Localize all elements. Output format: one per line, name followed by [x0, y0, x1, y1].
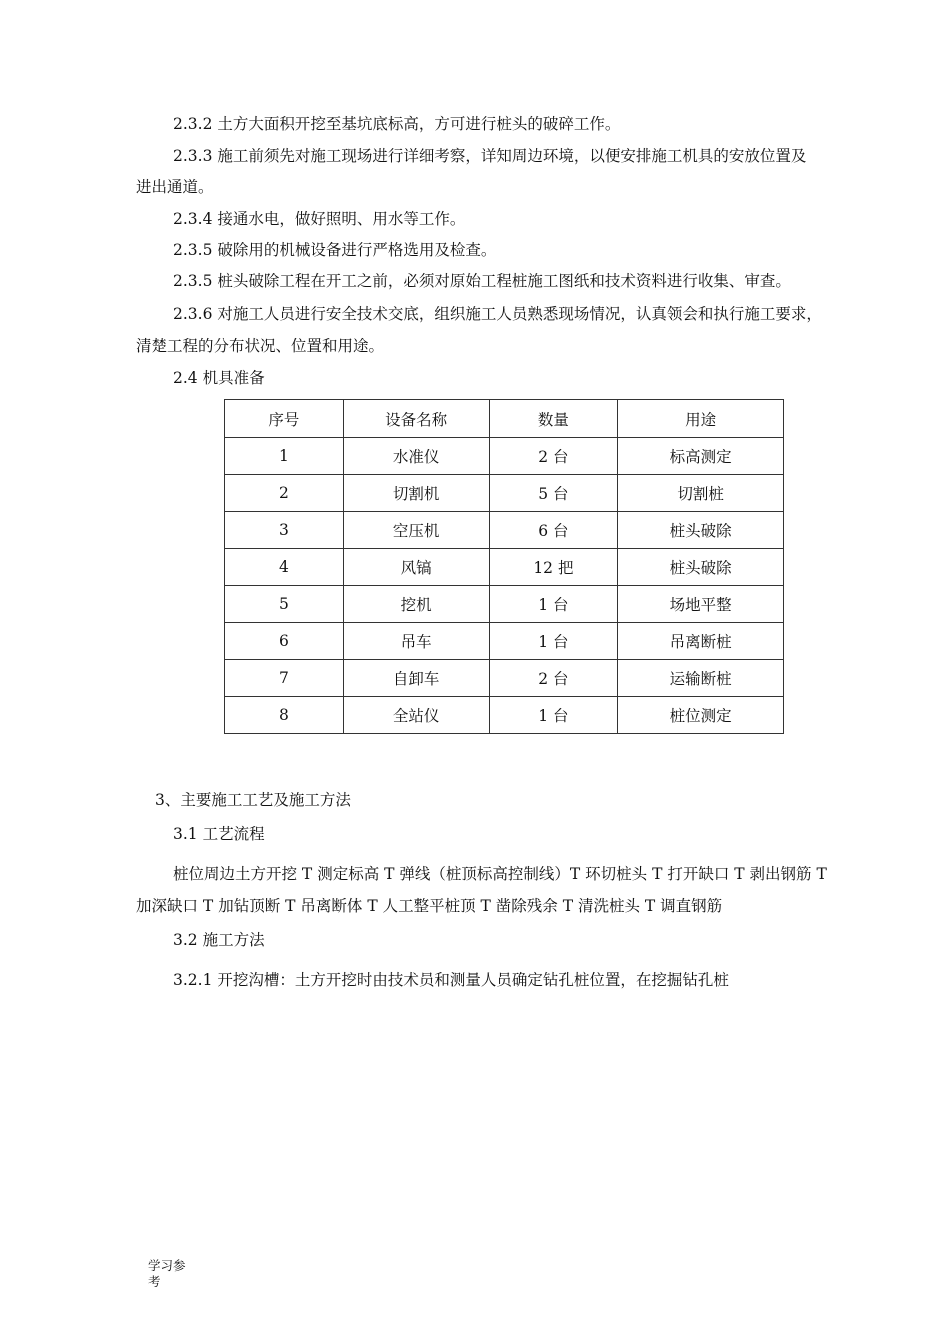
table-row [225, 697, 784, 734]
paragraph-2-3-6: 2.3.6 对施工人员进行安全技术交底，组织施工人员熟悉现场情况，认真领会和执行施工要求， [173, 305, 822, 323]
table-cell: 水准仪 [343, 438, 489, 475]
table-cell: 桩位测定 [618, 697, 784, 734]
table-cell: 空压机 [343, 512, 489, 549]
header-cell: 数量 [489, 400, 618, 438]
table-cell: 1 台 [489, 697, 618, 734]
paragraph-2-3-5-a: 2.3.5 破除用的机械设备进行严格选用及检查。 [173, 241, 497, 259]
equipment-table [224, 399, 784, 734]
table-cell: 挖机 [343, 586, 489, 623]
table-cell: 2 台 [489, 660, 618, 697]
paragraph-2-3-3: 2.3.3 施工前须先对施工现场进行详细考察，详知周边环境，以便安排施工机具的安放位置及 [173, 147, 807, 165]
table-cell: 5 台 [489, 475, 618, 512]
table-cell: 吊车 [343, 623, 489, 660]
paragraph-2-3-6-cont: 清楚工程的分布状况、位置和用途。 [136, 337, 385, 355]
process-flow-line-1: 桩位周边土方开挖 T 测定标高 T 弹线（桩顶标高控制线）T 环切桩头 T 打开缺口 T 剥出钢筋 T [173, 865, 827, 883]
paragraph-2-3-5-b: 2.3.5 桩头破除工程在开工之前，必须对原始工程桩施工图纸和技术资料进行收集、审查。 [173, 272, 791, 290]
table-row [225, 512, 784, 549]
paragraph-3-2-1: 3.2.1 开挖沟槽：土方开挖时由技术员和测量人员确定钻孔桩位置，在挖掘钻孔桩 [173, 971, 729, 989]
heading-2-4: 2.4 机具准备 [173, 369, 265, 387]
page-footer [148, 1258, 198, 1290]
section-3-title: 3、主要施工工艺及施工方法 [155, 791, 351, 809]
table-cell: 吊离断桩 [618, 623, 784, 660]
table-cell: 3 [225, 512, 344, 549]
table-cell: 场地平整 [618, 586, 784, 623]
table-row [225, 586, 784, 623]
paragraph-2-3-4: 2.3.4 接通水电，做好照明、用水等工作。 [173, 210, 466, 228]
table-cell: 风镐 [343, 549, 489, 586]
table-cell: 4 [225, 549, 344, 586]
table-cell: 切割机 [343, 475, 489, 512]
paragraph-2-3-2: 2.3.2 土方大面积开挖至基坑底标高，方可进行桩头的破碎工作。 [173, 115, 621, 133]
paragraph-2-3-3-cont: 进出通道。 [136, 178, 214, 196]
table-cell: 1 [225, 438, 344, 475]
table-cell: 2 台 [489, 438, 618, 475]
table-cell: 12 把 [489, 549, 618, 586]
heading-3-1: 3.1 工艺流程 [173, 825, 265, 843]
table-cell: 1 台 [489, 623, 618, 660]
table-row [225, 660, 784, 697]
heading-3-2: 3.2 施工方法 [173, 931, 265, 949]
table-cell: 自卸车 [343, 660, 489, 697]
table-row [225, 623, 784, 660]
table-cell: 标高测定 [618, 438, 784, 475]
table-cell: 6 台 [489, 512, 618, 549]
header-cell: 用途 [618, 400, 784, 438]
header-cell: 设备名称 [343, 400, 489, 438]
table-cell: 切割桩 [618, 475, 784, 512]
table-cell: 8 [225, 697, 344, 734]
table-row [225, 438, 784, 475]
table-cell: 7 [225, 660, 344, 697]
table-cell: 2 [225, 475, 344, 512]
table-cell: 桩头破除 [618, 549, 784, 586]
table-cell: 1 台 [489, 586, 618, 623]
table-cell: 全站仪 [343, 697, 489, 734]
header-cell: 序号 [225, 400, 344, 438]
table-cell: 6 [225, 623, 344, 660]
table-header-row [225, 400, 784, 438]
table-cell: 桩头破除 [618, 512, 784, 549]
footer-line: 学习参 [148, 1258, 186, 1273]
table-row [225, 549, 784, 586]
table-cell: 5 [225, 586, 344, 623]
process-flow-line-2: 加深缺口 T 加钻顶断 T 吊离断体 T 人工整平桩顶 T 凿除残余 T 清洗桩头 T 调直钢筋 [136, 897, 723, 915]
table-cell: 运输断桩 [618, 660, 784, 697]
footer-line: 考 [148, 1274, 161, 1289]
table-row [225, 475, 784, 512]
